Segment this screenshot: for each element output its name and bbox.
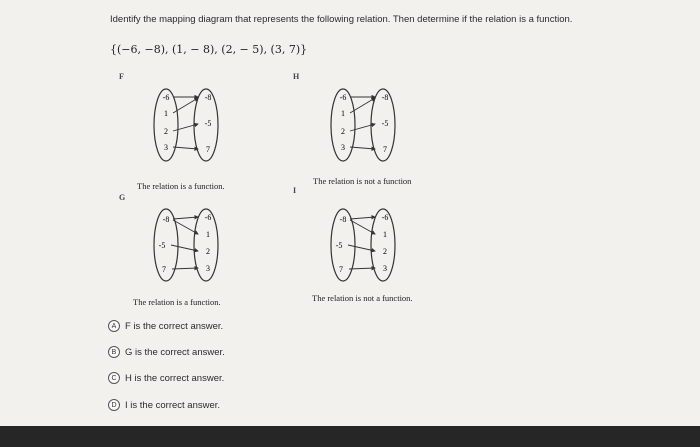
domain-value: -8 xyxy=(339,215,347,224)
mapping-arrow xyxy=(173,217,198,219)
answer-choice-d[interactable] xyxy=(108,397,220,413)
range-value: 3 xyxy=(383,264,387,273)
range-value: 2 xyxy=(206,247,210,256)
range-value: -6 xyxy=(204,213,212,222)
question-prompt: Identify the mapping diagram that represents the following relation. Then determine if the relation is a function. xyxy=(110,14,573,25)
answer-choice-c[interactable] xyxy=(108,370,224,386)
mapping-diagram-g xyxy=(148,206,228,289)
domain-value: 7 xyxy=(339,265,343,274)
domain-value: -5 xyxy=(158,241,166,250)
domain-value: 7 xyxy=(162,265,166,274)
mapping-arrow xyxy=(350,217,375,219)
option-g-caption: The relation is a function. xyxy=(133,297,221,307)
range-value: 1 xyxy=(383,230,387,239)
domain-value: 3 xyxy=(341,143,345,152)
answer-choice-b[interactable] xyxy=(108,344,225,360)
range-value: -6 xyxy=(381,213,389,222)
range-value: 7 xyxy=(383,145,387,154)
domain-value: -6 xyxy=(339,93,347,102)
option-f-letter: F xyxy=(119,72,124,81)
relation-set: {(−6, −8), (1, − 8), (2, − 5), (3, 7)} xyxy=(110,43,308,56)
domain-value: 2 xyxy=(341,127,345,136)
mapping-arrow xyxy=(173,147,198,149)
domain-value: -6 xyxy=(162,93,170,102)
option-h-letter: H xyxy=(293,72,300,81)
choice-d-text: I is the correct answer. xyxy=(125,399,221,411)
choice-a-text: F is the correct answer. xyxy=(125,320,224,332)
domain-value: -5 xyxy=(335,241,343,250)
mapping-arrow xyxy=(350,98,375,113)
range-value: 7 xyxy=(206,145,210,154)
radio-c[interactable]: C xyxy=(108,372,120,384)
bottom-taskbar xyxy=(0,426,700,447)
mapping-arrow xyxy=(350,147,375,149)
domain-value: 2 xyxy=(164,127,168,136)
choice-b-text: G is the correct answer. xyxy=(125,346,225,358)
option-h-caption: The relation is not a function xyxy=(313,176,412,186)
domain-value: 3 xyxy=(164,143,168,152)
answer-choice-a[interactable] xyxy=(108,318,223,334)
choice-c-text: H is the correct answer. xyxy=(125,372,225,384)
mapping-arrow xyxy=(173,98,198,113)
mapping-arrow xyxy=(172,268,198,269)
mapping-diagram-f xyxy=(148,86,228,169)
option-i-caption: The relation is not a function. xyxy=(312,293,413,303)
range-value: -5 xyxy=(381,119,389,128)
option-f-caption: The relation is a function. xyxy=(137,181,225,191)
range-value: -5 xyxy=(204,119,212,128)
radio-d[interactable]: D xyxy=(108,399,120,411)
range-value: -8 xyxy=(204,93,212,102)
mapping-diagram-h xyxy=(325,86,405,169)
range-value: -8 xyxy=(381,93,389,102)
domain-value: 1 xyxy=(341,109,345,118)
range-value: 2 xyxy=(383,247,387,256)
domain-value: -8 xyxy=(162,215,170,224)
radio-b[interactable]: B xyxy=(108,346,120,358)
radio-a[interactable]: A xyxy=(108,320,120,332)
option-i-letter: I xyxy=(293,186,297,195)
range-value: 1 xyxy=(206,230,210,239)
domain-value: 1 xyxy=(164,109,168,118)
option-g-letter: G xyxy=(119,193,126,202)
mapping-arrow xyxy=(349,268,375,269)
range-value: 3 xyxy=(206,264,210,273)
mapping-diagram-i xyxy=(325,206,405,289)
